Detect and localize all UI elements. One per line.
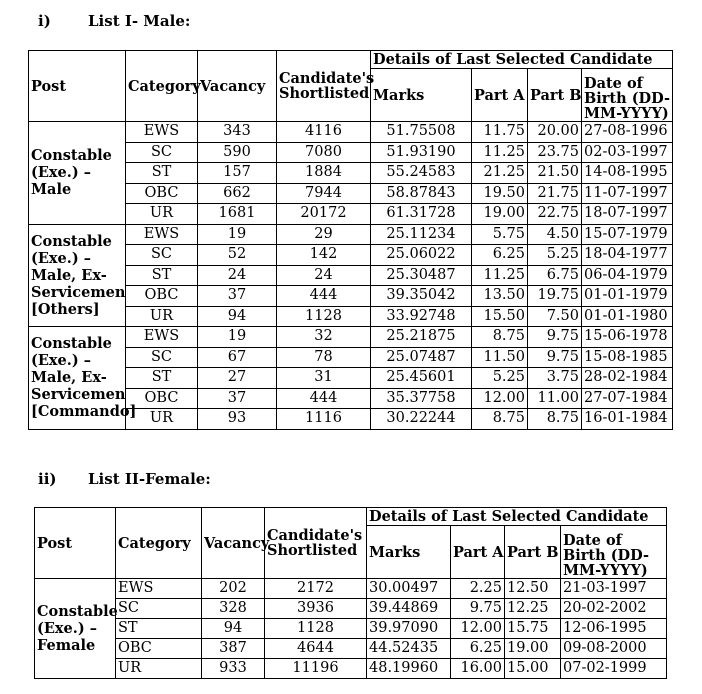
part-b-cell: 15.00 (505, 659, 561, 679)
vacancy-cell: 1681 (198, 204, 277, 225)
shortlisted-cell: 1128 (277, 306, 371, 327)
shortlisted-cell: 24 (277, 265, 371, 286)
part-a-cell: 9.75 (451, 599, 505, 619)
list2-header-part-a: Part A (451, 526, 505, 579)
list1-header-details: Details of Last Selected Candidate (371, 51, 673, 69)
shortlisted-cell: 29 (277, 224, 371, 245)
category-cell: ST (126, 163, 198, 184)
shortlisted-cell: 11196 (265, 659, 367, 679)
post-cell: Constable (Exe.) – Male, Ex-Servicemen [Commando] (29, 327, 126, 430)
dob-cell: 02-03-1997 (582, 142, 673, 163)
dob-cell: 12-06-1995 (561, 619, 667, 639)
category-cell: OBC (126, 388, 198, 409)
shortlisted-cell: 2172 (265, 579, 367, 599)
part-b-cell: 12.50 (505, 579, 561, 599)
part-b-cell: 23.75 (528, 142, 582, 163)
marks-cell: 55.24583 (371, 163, 472, 184)
marks-cell: 25.30487 (371, 265, 472, 286)
part-a-cell: 19.00 (472, 204, 528, 225)
category-cell: UR (126, 204, 198, 225)
part-b-cell: 15.75 (505, 619, 561, 639)
table-row (29, 224, 673, 245)
shortlisted-cell: 4116 (277, 122, 371, 143)
category-cell: UR (126, 306, 198, 327)
table-row (29, 183, 673, 204)
marks-cell: 39.35042 (371, 286, 472, 307)
marks-cell: 33.92748 (371, 306, 472, 327)
marks-cell: 25.45601 (371, 368, 472, 389)
category-cell: EWS (126, 224, 198, 245)
post-cell: Constable (Exe.) – Male, Ex-Servicemen [Others] (29, 224, 126, 327)
dob-cell: 15-06-1978 (582, 327, 673, 348)
part-b-cell: 6.75 (528, 265, 582, 286)
table-row (35, 599, 667, 619)
list2-table (34, 507, 667, 679)
shortlisted-cell: 32 (277, 327, 371, 348)
dob-cell: 14-08-1995 (582, 163, 673, 184)
part-b-cell: 21.75 (528, 183, 582, 204)
marks-cell: 25.21875 (371, 327, 472, 348)
shortlisted-cell: 20172 (277, 204, 371, 225)
category-cell: UR (116, 659, 202, 679)
shortlisted-cell: 7944 (277, 183, 371, 204)
part-b-cell: 20.00 (528, 122, 582, 143)
table-row (29, 122, 673, 143)
part-a-cell: 21.25 (472, 163, 528, 184)
table-row (35, 579, 667, 599)
marks-cell: 25.11234 (371, 224, 472, 245)
marks-cell: 25.06022 (371, 245, 472, 266)
shortlisted-cell: 4644 (265, 639, 367, 659)
vacancy-cell: 67 (198, 347, 277, 368)
dob-cell: 21-03-1997 (561, 579, 667, 599)
marks-cell: 61.31728 (371, 204, 472, 225)
category-cell: ST (126, 368, 198, 389)
part-a-cell: 11.75 (472, 122, 528, 143)
vacancy-cell: 662 (198, 183, 277, 204)
shortlisted-cell: 444 (277, 286, 371, 307)
dob-cell: 18-07-1997 (582, 204, 673, 225)
vacancy-cell: 94 (198, 306, 277, 327)
category-cell: EWS (126, 122, 198, 143)
shortlisted-cell: 1128 (265, 619, 367, 639)
dob-cell: 20-02-2002 (561, 599, 667, 619)
list2-header-dob: Date of Birth (DD-MM-YYYY) (561, 526, 667, 579)
dob-cell: 11-07-1997 (582, 183, 673, 204)
table-row (29, 245, 673, 266)
list1-header-part-b: Part B (528, 69, 582, 122)
dob-cell: 15-07-1979 (582, 224, 673, 245)
table-row (35, 639, 667, 659)
part-b-cell: 11.00 (528, 388, 582, 409)
category-cell: EWS (126, 327, 198, 348)
post-cell: Constable (Exe.) – Female (35, 579, 116, 679)
category-cell: EWS (116, 579, 202, 599)
part-b-cell: 19.75 (528, 286, 582, 307)
list1-header-post: Post (29, 51, 126, 122)
marks-cell: 51.93190 (371, 142, 472, 163)
shortlisted-cell: 1116 (277, 409, 371, 430)
list1-header-part-a: Part A (472, 69, 528, 122)
table-row (29, 163, 673, 184)
part-b-cell: 3.75 (528, 368, 582, 389)
marks-cell: 44.52435 (367, 639, 451, 659)
category-cell: SC (126, 347, 198, 368)
vacancy-cell: 157 (198, 163, 277, 184)
table-row (29, 347, 673, 368)
list1-header-category: Category (126, 51, 198, 122)
part-b-cell: 9.75 (528, 327, 582, 348)
dob-cell: 27-07-1984 (582, 388, 673, 409)
list2-header-details: Details of Last Selected Candidate (367, 508, 667, 526)
marks-cell: 51.75508 (371, 122, 472, 143)
category-cell: SC (116, 599, 202, 619)
table-row (29, 265, 673, 286)
vacancy-cell: 19 (198, 224, 277, 245)
dob-cell: 16-01-1984 (582, 409, 673, 430)
list1-header-marks: Marks (371, 69, 472, 122)
part-a-cell: 5.25 (472, 368, 528, 389)
shortlisted-cell: 142 (277, 245, 371, 266)
shortlisted-cell: 444 (277, 388, 371, 409)
table-row (29, 142, 673, 163)
part-a-cell: 12.00 (451, 619, 505, 639)
list2-header-row-1 (35, 508, 667, 526)
shortlisted-cell: 1884 (277, 163, 371, 184)
category-cell: SC (126, 245, 198, 266)
category-cell: SC (126, 142, 198, 163)
part-a-cell: 11.50 (472, 347, 528, 368)
part-a-cell: 19.50 (472, 183, 528, 204)
marks-cell: 39.97090 (367, 619, 451, 639)
part-a-cell: 8.75 (472, 327, 528, 348)
vacancy-cell: 37 (198, 388, 277, 409)
part-a-cell: 13.50 (472, 286, 528, 307)
list1-header-shortlisted: Candidate's Shortlisted (277, 51, 371, 122)
list1-header-vacancy: Vacancy (198, 51, 277, 122)
dob-cell: 09-08-2000 (561, 639, 667, 659)
part-b-cell: 4.50 (528, 224, 582, 245)
vacancy-cell: 94 (202, 619, 265, 639)
category-cell: UR (126, 409, 198, 430)
table-row (29, 204, 673, 225)
list2-table-body (35, 579, 667, 679)
vacancy-cell: 24 (198, 265, 277, 286)
list1-header-row-1 (29, 51, 673, 69)
marks-cell: 30.00497 (367, 579, 451, 599)
table-row (35, 659, 667, 679)
part-a-cell: 8.75 (472, 409, 528, 430)
vacancy-cell: 52 (198, 245, 277, 266)
table-row (29, 306, 673, 327)
part-a-cell: 6.25 (451, 639, 505, 659)
part-a-cell: 11.25 (472, 265, 528, 286)
list1-number: i) (38, 12, 51, 30)
dob-cell: 28-02-1984 (582, 368, 673, 389)
part-a-cell: 11.25 (472, 142, 528, 163)
vacancy-cell: 202 (202, 579, 265, 599)
part-b-cell: 9.75 (528, 347, 582, 368)
list2-heading (38, 470, 211, 488)
table-row (29, 327, 673, 348)
marks-cell: 25.07487 (371, 347, 472, 368)
part-a-cell: 15.50 (472, 306, 528, 327)
marks-cell: 39.44869 (367, 599, 451, 619)
vacancy-cell: 343 (198, 122, 277, 143)
shortlisted-cell: 78 (277, 347, 371, 368)
post-cell: Constable (Exe.) – Male (29, 122, 126, 225)
category-cell: OBC (126, 286, 198, 307)
marks-cell: 48.19960 (367, 659, 451, 679)
list1-table (28, 50, 673, 430)
shortlisted-cell: 3936 (265, 599, 367, 619)
category-cell: ST (116, 619, 202, 639)
part-b-cell: 7.50 (528, 306, 582, 327)
vacancy-cell: 328 (202, 599, 265, 619)
list1-title: List I- Male: (88, 12, 191, 30)
list2-header-vacancy: Vacancy (202, 508, 265, 579)
category-cell: OBC (116, 639, 202, 659)
part-b-cell: 21.50 (528, 163, 582, 184)
category-cell: ST (126, 265, 198, 286)
marks-cell: 58.87843 (371, 183, 472, 204)
part-a-cell: 12.00 (472, 388, 528, 409)
dob-cell: 07-02-1999 (561, 659, 667, 679)
part-a-cell: 6.25 (472, 245, 528, 266)
list1-header-dob: Date of Birth (DD-MM-YYYY) (582, 69, 673, 122)
list2-header-post: Post (35, 508, 116, 579)
marks-cell: 30.22244 (371, 409, 472, 430)
part-a-cell: 2.25 (451, 579, 505, 599)
part-a-cell: 16.00 (451, 659, 505, 679)
vacancy-cell: 27 (198, 368, 277, 389)
list2-number: ii) (38, 470, 57, 488)
marks-cell: 35.37758 (371, 388, 472, 409)
list2-header-shortlisted: Candidate's Shortlisted (265, 508, 367, 579)
vacancy-cell: 933 (202, 659, 265, 679)
part-b-cell: 8.75 (528, 409, 582, 430)
list2-header-part-b: Part B (505, 526, 561, 579)
list2-header-category: Category (116, 508, 202, 579)
part-b-cell: 5.25 (528, 245, 582, 266)
list2-header-marks: Marks (367, 526, 451, 579)
list2-title: List II-Female: (88, 470, 211, 488)
vacancy-cell: 37 (198, 286, 277, 307)
shortlisted-cell: 31 (277, 368, 371, 389)
dob-cell: 15-08-1985 (582, 347, 673, 368)
list1-table-body (29, 122, 673, 430)
part-b-cell: 12.25 (505, 599, 561, 619)
list1-heading (38, 12, 190, 30)
dob-cell: 27-08-1996 (582, 122, 673, 143)
dob-cell: 01-01-1980 (582, 306, 673, 327)
dob-cell: 01-01-1979 (582, 286, 673, 307)
table-row (35, 619, 667, 639)
vacancy-cell: 93 (198, 409, 277, 430)
part-b-cell: 22.75 (528, 204, 582, 225)
part-a-cell: 5.75 (472, 224, 528, 245)
dob-cell: 18-04-1977 (582, 245, 673, 266)
vacancy-cell: 590 (198, 142, 277, 163)
shortlisted-cell: 7080 (277, 142, 371, 163)
table-row (29, 368, 673, 389)
dob-cell: 06-04-1979 (582, 265, 673, 286)
part-b-cell: 19.00 (505, 639, 561, 659)
category-cell: OBC (126, 183, 198, 204)
vacancy-cell: 387 (202, 639, 265, 659)
vacancy-cell: 19 (198, 327, 277, 348)
